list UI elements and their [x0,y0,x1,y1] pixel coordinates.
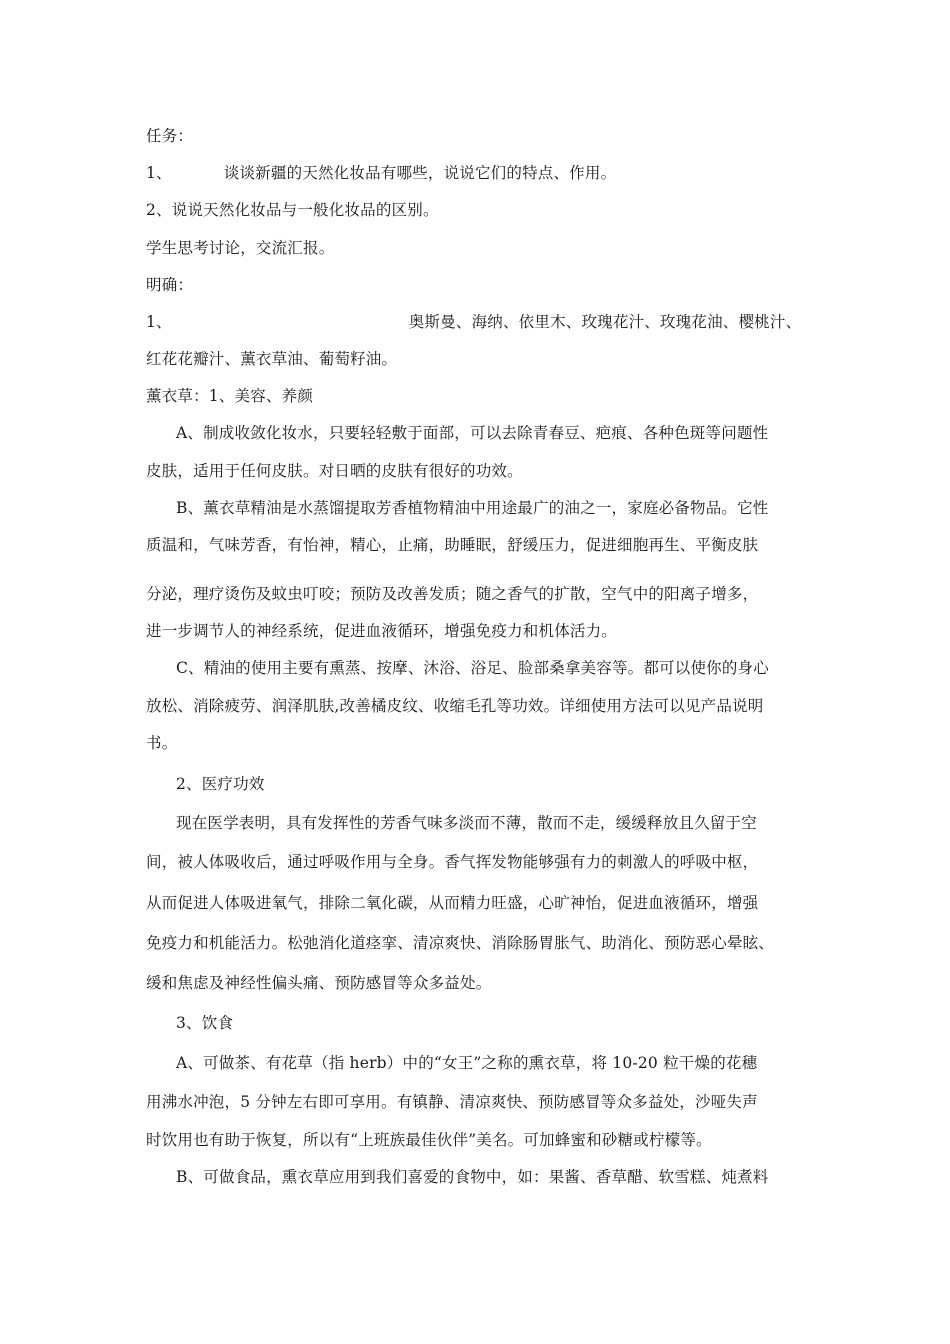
paragraph-line: 间，被人体吸收后，通过呼吸作用与全身。香气挥发物能够强有力的刺激人的呼吸中枢， [146,853,759,871]
paragraph-line: 书。 [146,734,178,752]
diet-heading: 3、饮食 [176,1014,234,1032]
answer-item-1-continued: 红花花瓣汁、薰衣草油、葡萄籽油。 [146,350,398,368]
paragraph-line: 分泌，理疗烫伤及蚊虫叮咬；预防及改善发质；随之香气的扩散，空气中的阳离子增多， [146,585,759,603]
paragraph-line: B、薰衣草精油是水蒸馏提取芳香植物精油中用途最广的油之一，家庭必备物品。它性 [176,499,769,517]
paragraph-line: 放松、消除疲劳、润泽肌肤,改善橘皮纹、收缩毛孔等功效。详细使用方法可以见产品说明 [146,697,764,715]
paragraph-line: 现在医学表明，具有发挥性的芳香气味多淡而不薄，散而不走，缓缓释放且久留于空 [176,814,757,832]
answer-item-1 [146,312,801,332]
answer-item-1-text: 奥斯曼、海纳、依里木、玫瑰花汁、玫瑰花油、樱桃汁、 [408,313,802,331]
paragraph-line: B、可做食品，熏衣草应用到我们喜爱的食物中，如：果酱、香草醋、软雪糕、炖煮料 [176,1168,769,1186]
clarify-heading: 明确： [146,276,194,294]
paragraph-line: 从而促进人体吸进氧气，排除二氧化碳，从而精力旺盛，心旷神怡，促进血液循环，增强 [146,894,759,912]
paragraph-line: 皮肤，适用于任何皮肤。对日晒的皮肤有很好的功效。 [146,462,523,480]
paragraph-line: 时饮用也有助于恢复，所以有“上班族最佳伙伴”美名。可加蜂蜜和砂糖或柠檬等。 [146,1131,712,1149]
paragraph-line: 缓和焦虑及神经性偏头痛、预防感冒等众多益处。 [146,974,492,992]
paragraph-line: A、可做茶、有花草（指 herb）中的“女王”之称的熏衣草，将 10-20 粒干燥的花穗 [176,1054,758,1072]
paragraph-line: 质温和，气味芳香，有怡神，精心，止痛，助睡眠，舒缓压力，促进细胞再生、平衡皮肤 [146,536,759,554]
task-item-1-number: 1、 [146,164,172,182]
task-item-1-text: 谈谈新疆的天然化妆品有哪些，说说它们的特点、作用。 [223,164,617,182]
task-item-1 [146,163,616,183]
paragraph-line: A、制成收敛化妆水，只要轻轻敷于面部，可以去除青春豆、疤痕、各种色斑等问题性 [176,424,769,442]
medical-heading: 2、医疗功效 [176,775,265,793]
paragraph-line: 免疫力和机能活力。松弛消化道痉挛、清凉爽快、消除肠胃胀气、助消化、预防恶心晕眩、 [146,934,775,952]
student-note: 学生思考讨论，交流汇报。 [146,239,335,257]
paragraph-line: C、精油的使用主要有熏蒸、按摩、沐浴、浴足、脸部桑拿美容等。都可以使你的身心 [176,659,769,677]
paragraph-line: 进一步调节人的神经系统，促进血液循环，增强免疫力和机体活力。 [146,622,618,640]
lavender-heading: 薰衣草：1、美容、养颜 [146,387,314,405]
answer-item-1-number: 1、 [146,313,172,331]
task-heading: 任务： [146,127,194,145]
task-item-2: 2、说说天然化妆品与一般化妆品的区别。 [146,201,439,219]
paragraph-line: 用沸水冲泡，5 分钟左右即可享用。有镇静、清凉爽快、预防感冒等众多益处，沙哑失声 [146,1093,758,1111]
